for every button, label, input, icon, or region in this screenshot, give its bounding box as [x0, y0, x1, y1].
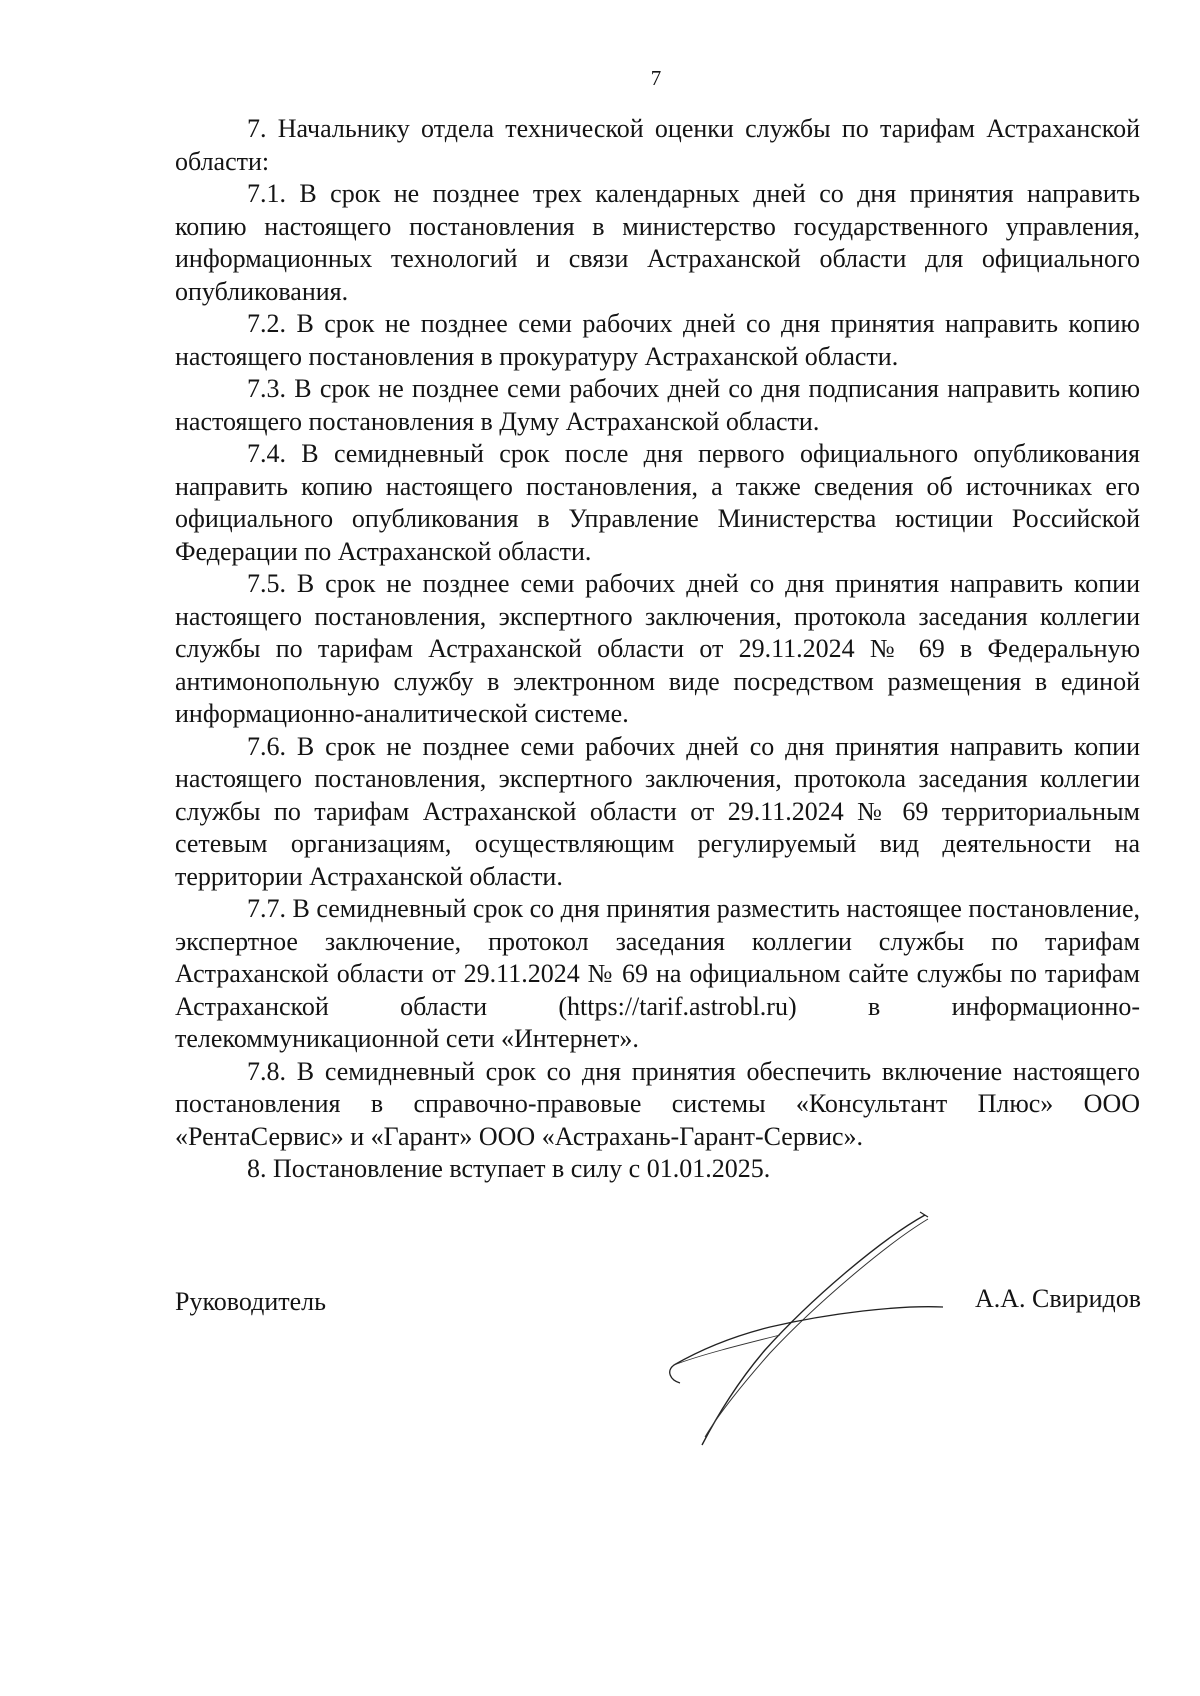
paragraph-7-5: 7.5. В срок не позднее семи рабочих дней со дня принятия направить копии настоящего постановления, экспертного заключения, протокола заседания коллегии службы по тарифам Астраханской области от 29.11.2024 № 69 в Федеральную антимонопольную службу в электронном виде посредством размещения в единой информационно-аналитической системе. [175, 569, 1140, 728]
signatory-role: Руководитель [175, 1287, 326, 1316]
paragraph-7-7: 7.7. В семидневный срок со дня принятия разместить настоящее постановление, экспертное заключение, протокол заседания коллегии службы по тарифам Астраханской области от 29.11.2024 № 69 на официальном сайте службы по тарифам Астраханской области (https://tarif.astrobl.ru) в информационно-телекоммуникационной сети «Интернет». [175, 894, 1140, 1053]
paragraph-8: 8. Постановление вступает в силу с 01.01.2025. [247, 1154, 771, 1183]
paragraph-7-2: 7.2. В срок не позднее семи рабочих дней со дня принятия направить копию настоящего постановления в прокуратуру Астраханской области. [175, 309, 1140, 371]
handwritten-signature [660, 1205, 960, 1450]
signatory-name: А.А. Свиридов [974, 1284, 1141, 1313]
paragraph-7: 7. Начальнику отдела технической оценки службы по тарифам Астраханской области: [175, 114, 1140, 176]
page-number: 7 [650, 66, 662, 90]
paragraph-7-8: 7.8. В семидневный срок со дня принятия обеспечить включение настоящего постановления в справочно-правовые системы «Консультант Плюс» ООО «РентаСервис» и «Гарант» ООО «Астрахань-Гарант-Сервис». [175, 1056, 1140, 1151]
document-body [175, 113, 1140, 1186]
paragraph-7-3: 7.3. В срок не позднее семи рабочих дней со дня подписания направить копию настоящего постановления в Думу Астраханской области. [175, 374, 1140, 436]
paragraph-7-1: 7.1. В срок не позднее трех календарных дней со дня принятия направить копию настоящего постановления в министерство государственного управления, информационных технологий и связи Астраханской области для официального опубликования. [175, 179, 1140, 306]
paragraph-7-4: 7.4. В семидневный срок после дня первого официального опубликования направить копию настоящего постановления, а также сведения об источниках его официального опубликования в Управление Министерства юстиции Российской Федерации по Астраханской области. [175, 439, 1140, 566]
paragraph-7-6: 7.6. В срок не позднее семи рабочих дней со дня принятия направить копии настоящего постановления, экспертного заключения, протокола заседания коллегии службы по тарифам Астраханской области от 29.11.2024 № 69 территориальным сетевым организациям, осуществляющим регулируемый вид деятельности на территории Астраханской области. [175, 731, 1140, 891]
